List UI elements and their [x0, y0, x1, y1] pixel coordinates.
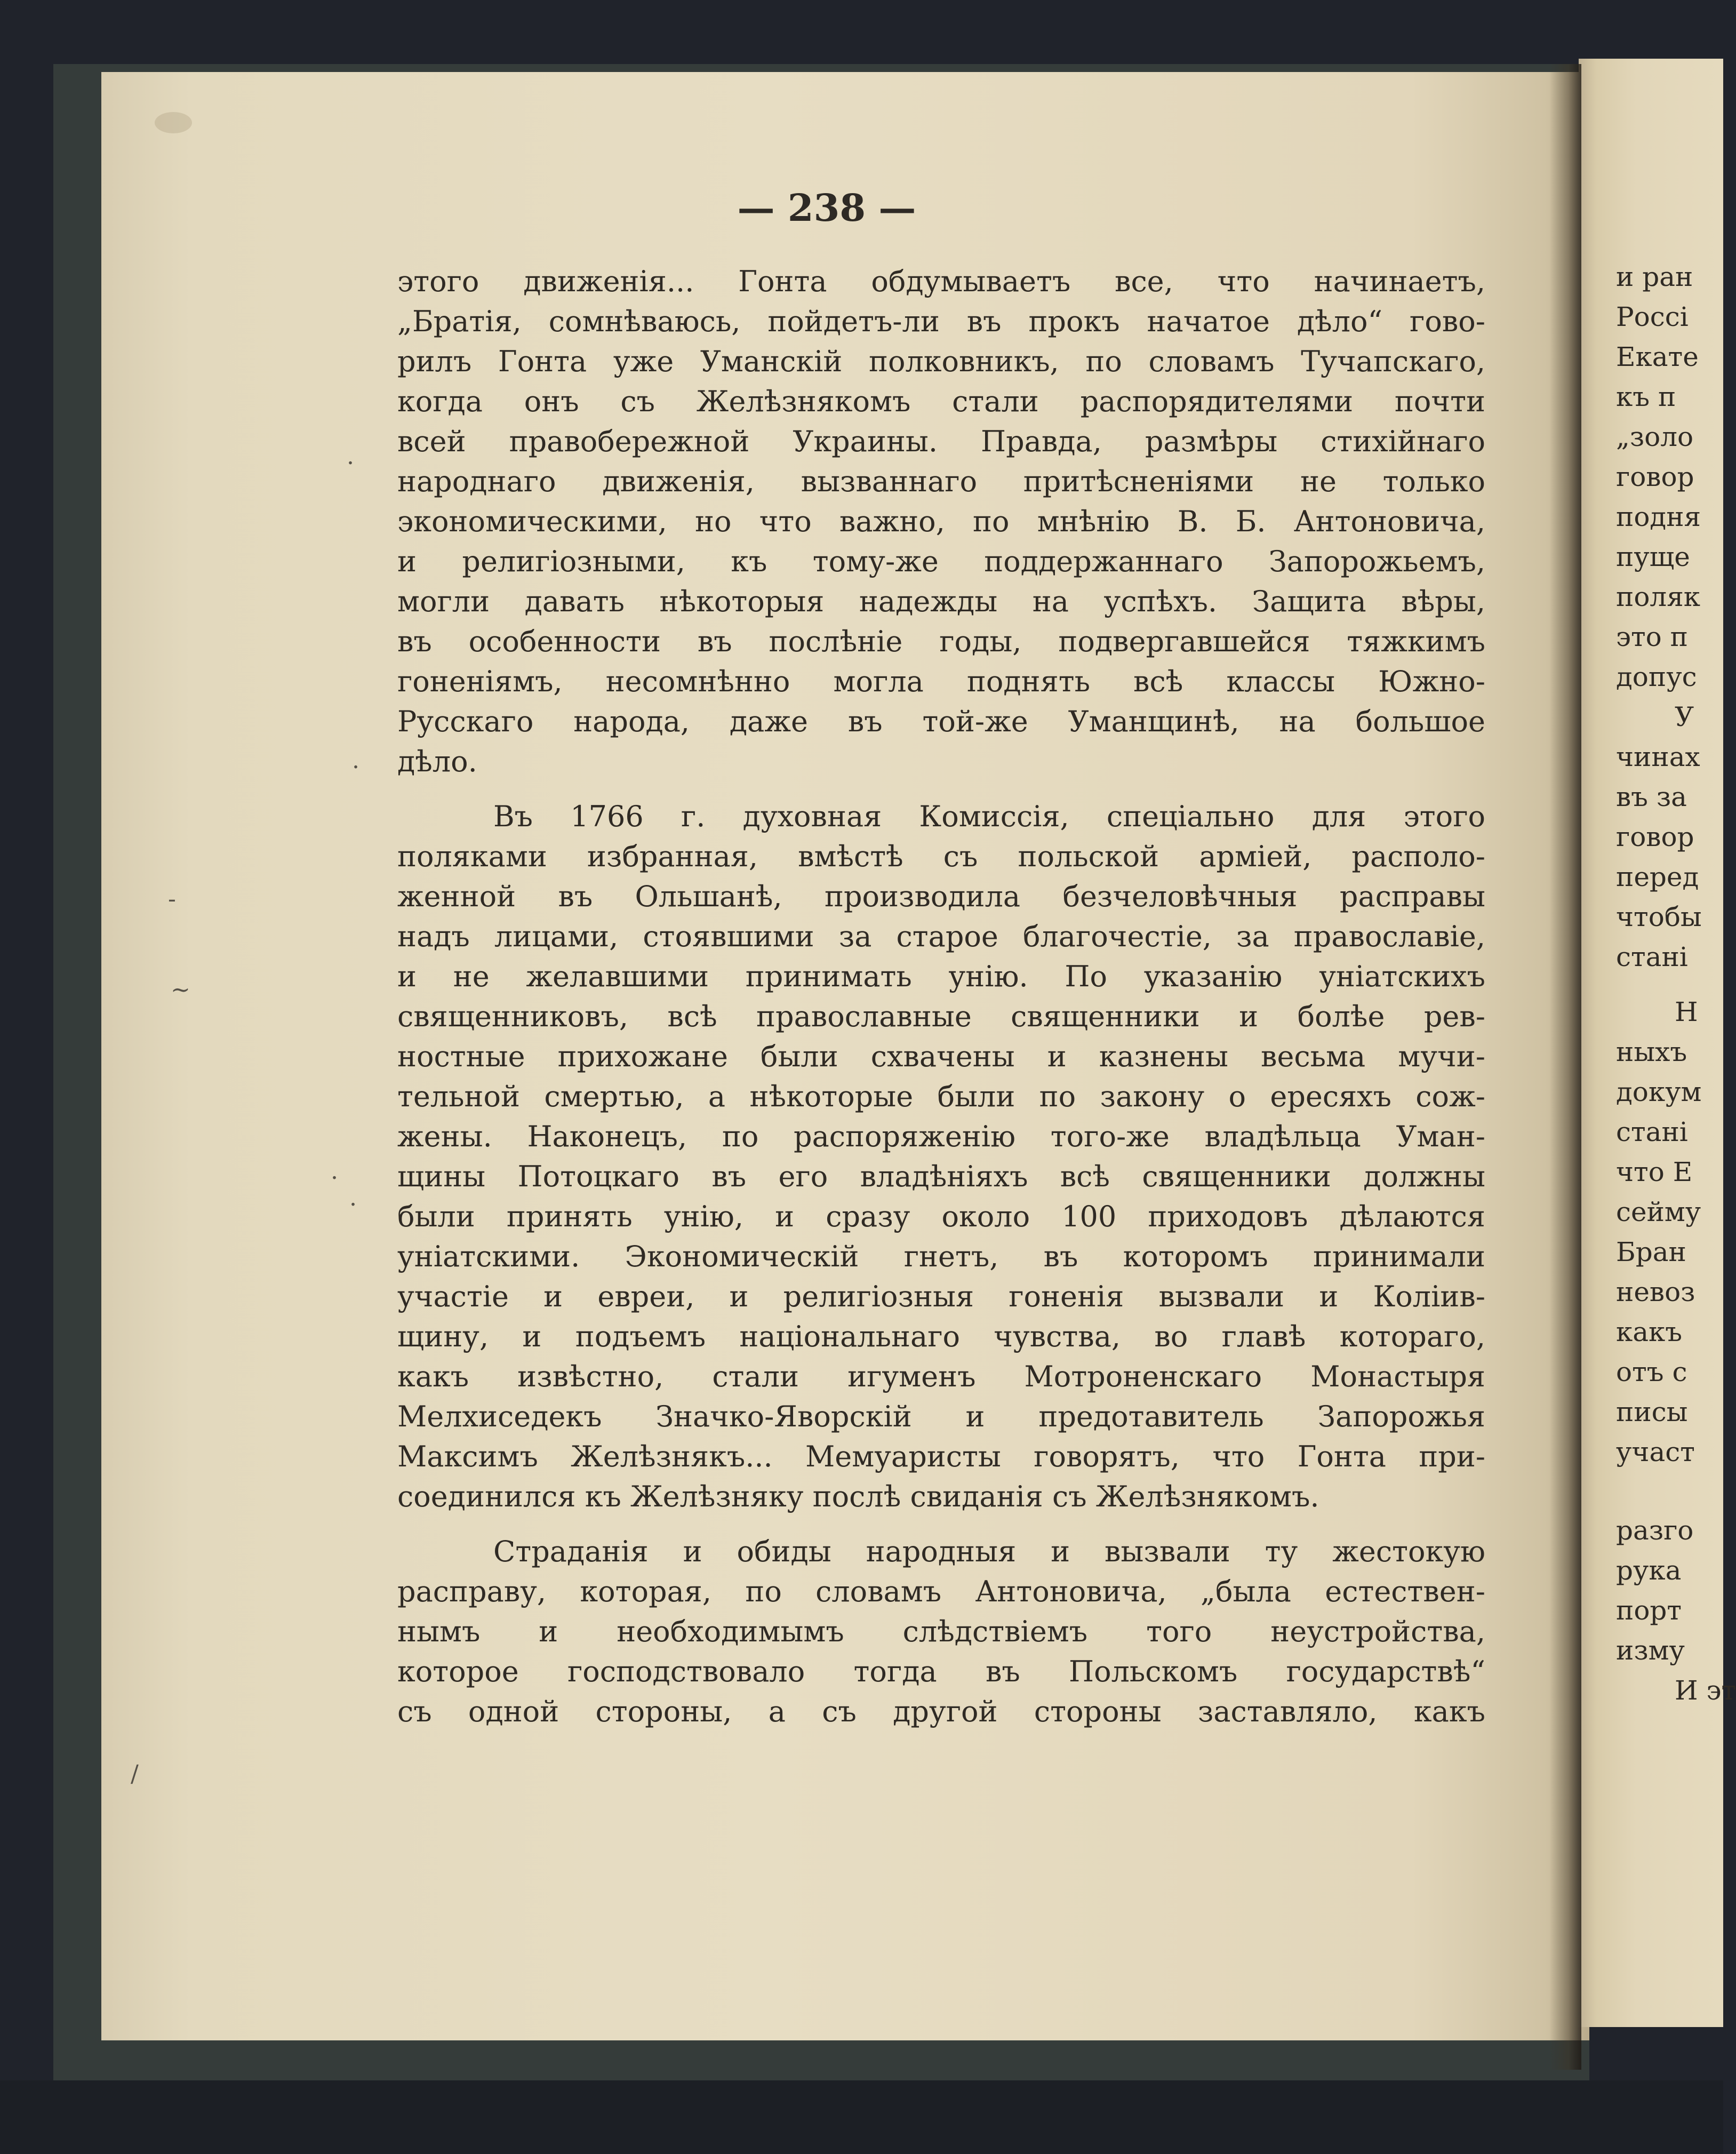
- text-line: щину, и подъемъ національнаго чувства, во главѣ котораго,: [397, 1320, 1485, 1353]
- text-line: тельной смертью, а нѣкоторые были по закону о ересяхъ сож-: [397, 1080, 1485, 1113]
- text-line: священниковъ, всѣ православные священники и болѣе рев-: [397, 1000, 1485, 1033]
- text-line: поляками избранная, вмѣстѣ съ польской арміей, располо-: [397, 840, 1485, 873]
- text-line: щины Потоцкаго въ его владѣніяхъ всѣ священники должны: [397, 1160, 1485, 1193]
- text-fragment: поляк: [1616, 581, 1700, 612]
- text-line: жены. Наконецъ, по распоряженію того-же владѣльца Уман-: [397, 1120, 1485, 1153]
- text-fragment: Н: [1675, 996, 1698, 1027]
- text-line: Максимъ Желѣзнякъ... Мемуаристы говорятъ, что Гонта при-: [397, 1440, 1485, 1473]
- text-fragment: чтобы: [1616, 902, 1702, 932]
- margin-mark: .: [349, 1184, 357, 1211]
- text-line: какъ извѣстно, стали игуменъ Мотроненскаго Монастыря: [397, 1360, 1485, 1393]
- text-line: дѣло.: [397, 745, 477, 778]
- text-fragment: изму: [1616, 1635, 1685, 1666]
- margin-mark: .: [347, 443, 354, 470]
- text-line: „Братія, сомнѣваюсь, пойдетъ-ли въ прокъ начатое дѣло“ гово-: [397, 305, 1485, 338]
- text-line: надъ лицами, стоявшими за старое благочестіе, за православіе,: [397, 920, 1485, 953]
- text-line: народнаго движенія, вызваннаго притѣсненіями не только: [397, 465, 1485, 498]
- paragraph-gap: [397, 781, 1485, 796]
- text-line: этого движенія... Гонта обдумываетъ все, что начинаетъ,: [397, 265, 1485, 298]
- left-page-text: [397, 261, 1485, 1732]
- margin-mark: ~: [171, 976, 190, 1003]
- right-page-text: [1616, 257, 1736, 1711]
- text-fragment: стані: [1616, 1116, 1688, 1147]
- text-fragment: пуще: [1616, 541, 1690, 572]
- page-number: — 238 —: [737, 186, 916, 230]
- text-fragment: разго: [1616, 1515, 1694, 1546]
- text-fragment: докум: [1616, 1076, 1702, 1107]
- text-line: Страданія и обиды народныя и вызвали ту жестокую: [493, 1535, 1485, 1568]
- text-fragment: порт: [1616, 1595, 1682, 1626]
- paragraph-gap: [397, 1517, 1485, 1531]
- text-fragment: это п: [1616, 621, 1688, 652]
- text-line: Мелхиседекъ Значко-Яворскій и предотавитель Запорожья: [397, 1400, 1485, 1433]
- text-fragment: въ за: [1616, 781, 1687, 812]
- text-line: ностные прихожане были схвачены и казнены весьма мучи-: [397, 1040, 1485, 1073]
- page-gutter: [1549, 64, 1581, 2070]
- text-line: Русскаго народа, даже въ той-же Уманщинѣ, на большое: [397, 705, 1485, 738]
- paragraph-gap: [1616, 977, 1723, 992]
- text-line: Въ 1766 г. духовная Комиссія, спеціально для этого: [493, 800, 1485, 833]
- text-line: расправу, которая, по словамъ Антоновича, „была естествен-: [397, 1575, 1485, 1608]
- text-fragment: ныхъ: [1616, 1036, 1687, 1067]
- margin-mark: .: [352, 747, 359, 774]
- text-fragment: У: [1675, 701, 1694, 732]
- text-line: уніатскими. Экономическій гнетъ, въ которомъ принимали: [397, 1240, 1485, 1273]
- margin-mark: .: [331, 1158, 338, 1185]
- text-line: участіе и евреи, и религіозныя гоненія вызвали и Коліив-: [397, 1280, 1485, 1313]
- text-fragment: „золо: [1616, 421, 1694, 452]
- text-fragment: Бран: [1616, 1236, 1686, 1267]
- text-fragment: допус: [1616, 661, 1697, 692]
- text-fragment: Екате: [1616, 341, 1699, 372]
- text-line: могли давать нѣкоторыя надежды на успѣхъ. Защита вѣры,: [397, 585, 1485, 618]
- text-fragment: говор: [1616, 821, 1694, 852]
- paragraph-gap: [1616, 1472, 1723, 1511]
- text-line: которое господствовало тогда въ Польскомъ государствѣ“: [397, 1655, 1485, 1688]
- text-fragment: невоз: [1616, 1277, 1695, 1307]
- text-line: были принять унію, и сразу около 100 приходовъ дѣлаются: [397, 1200, 1485, 1233]
- text-line: соединился къ Желѣзняку послѣ свиданія съ Желѣзнякомъ.: [397, 1480, 1319, 1513]
- text-fragment: рука: [1616, 1555, 1682, 1586]
- text-fragment: къ п: [1616, 381, 1676, 412]
- margin-mark: -: [168, 885, 176, 913]
- text-line: и религіозными, къ тому-же поддержаннаго Запорожьемъ,: [397, 545, 1485, 578]
- text-line: нымъ и необходимымъ слѣдствіемъ того неустройства,: [397, 1615, 1485, 1648]
- text-fragment: что Е: [1616, 1156, 1693, 1187]
- text-fragment: какъ: [1616, 1317, 1683, 1347]
- paper-stain: [155, 112, 192, 133]
- text-line: женной въ Ольшанѣ, производила безчеловѣчныя расправы: [397, 880, 1485, 913]
- text-fragment: писы: [1616, 1397, 1688, 1427]
- scan-background: [0, 2080, 1723, 2154]
- text-line: въ особенности въ послѣніе годы, подвергавшейся тяжкимъ: [397, 625, 1485, 658]
- text-fragment: участ: [1616, 1437, 1695, 1467]
- text-fragment: стані: [1616, 942, 1688, 972]
- text-fragment: отъ с: [1616, 1357, 1687, 1387]
- text-fragment: подня: [1616, 501, 1701, 532]
- text-line: всей правобережной Украины. Правда, размѣры стихійнаго: [397, 425, 1485, 458]
- text-line: съ одной стороны, а съ другой стороны заставляло, какъ: [397, 1695, 1485, 1728]
- margin-mark: ∕: [131, 1760, 139, 1788]
- text-fragment: чинах: [1616, 741, 1700, 772]
- text-line: гоненіямъ, несомнѣнно могла поднять всѣ классы Южно-: [397, 665, 1485, 698]
- text-fragment: Россі: [1616, 301, 1689, 332]
- text-line: и не желавшими принимать унію. По указанію уніатскихъ: [397, 960, 1485, 993]
- text-fragment: И эт: [1675, 1675, 1736, 1706]
- text-fragment: сейму: [1616, 1196, 1701, 1227]
- text-fragment: и ран: [1616, 261, 1693, 292]
- text-line: рилъ Гонта уже Уманскій полковникъ, по словамъ Тучапскаго,: [397, 345, 1485, 378]
- text-line: экономическими, но что важно, по мнѣнію В. Б. Антоновича,: [397, 505, 1485, 538]
- text-fragment: перед: [1616, 861, 1699, 892]
- text-fragment: говор: [1616, 461, 1694, 492]
- text-line: когда онъ съ Желѣзнякомъ стали распорядителями почти: [397, 385, 1485, 418]
